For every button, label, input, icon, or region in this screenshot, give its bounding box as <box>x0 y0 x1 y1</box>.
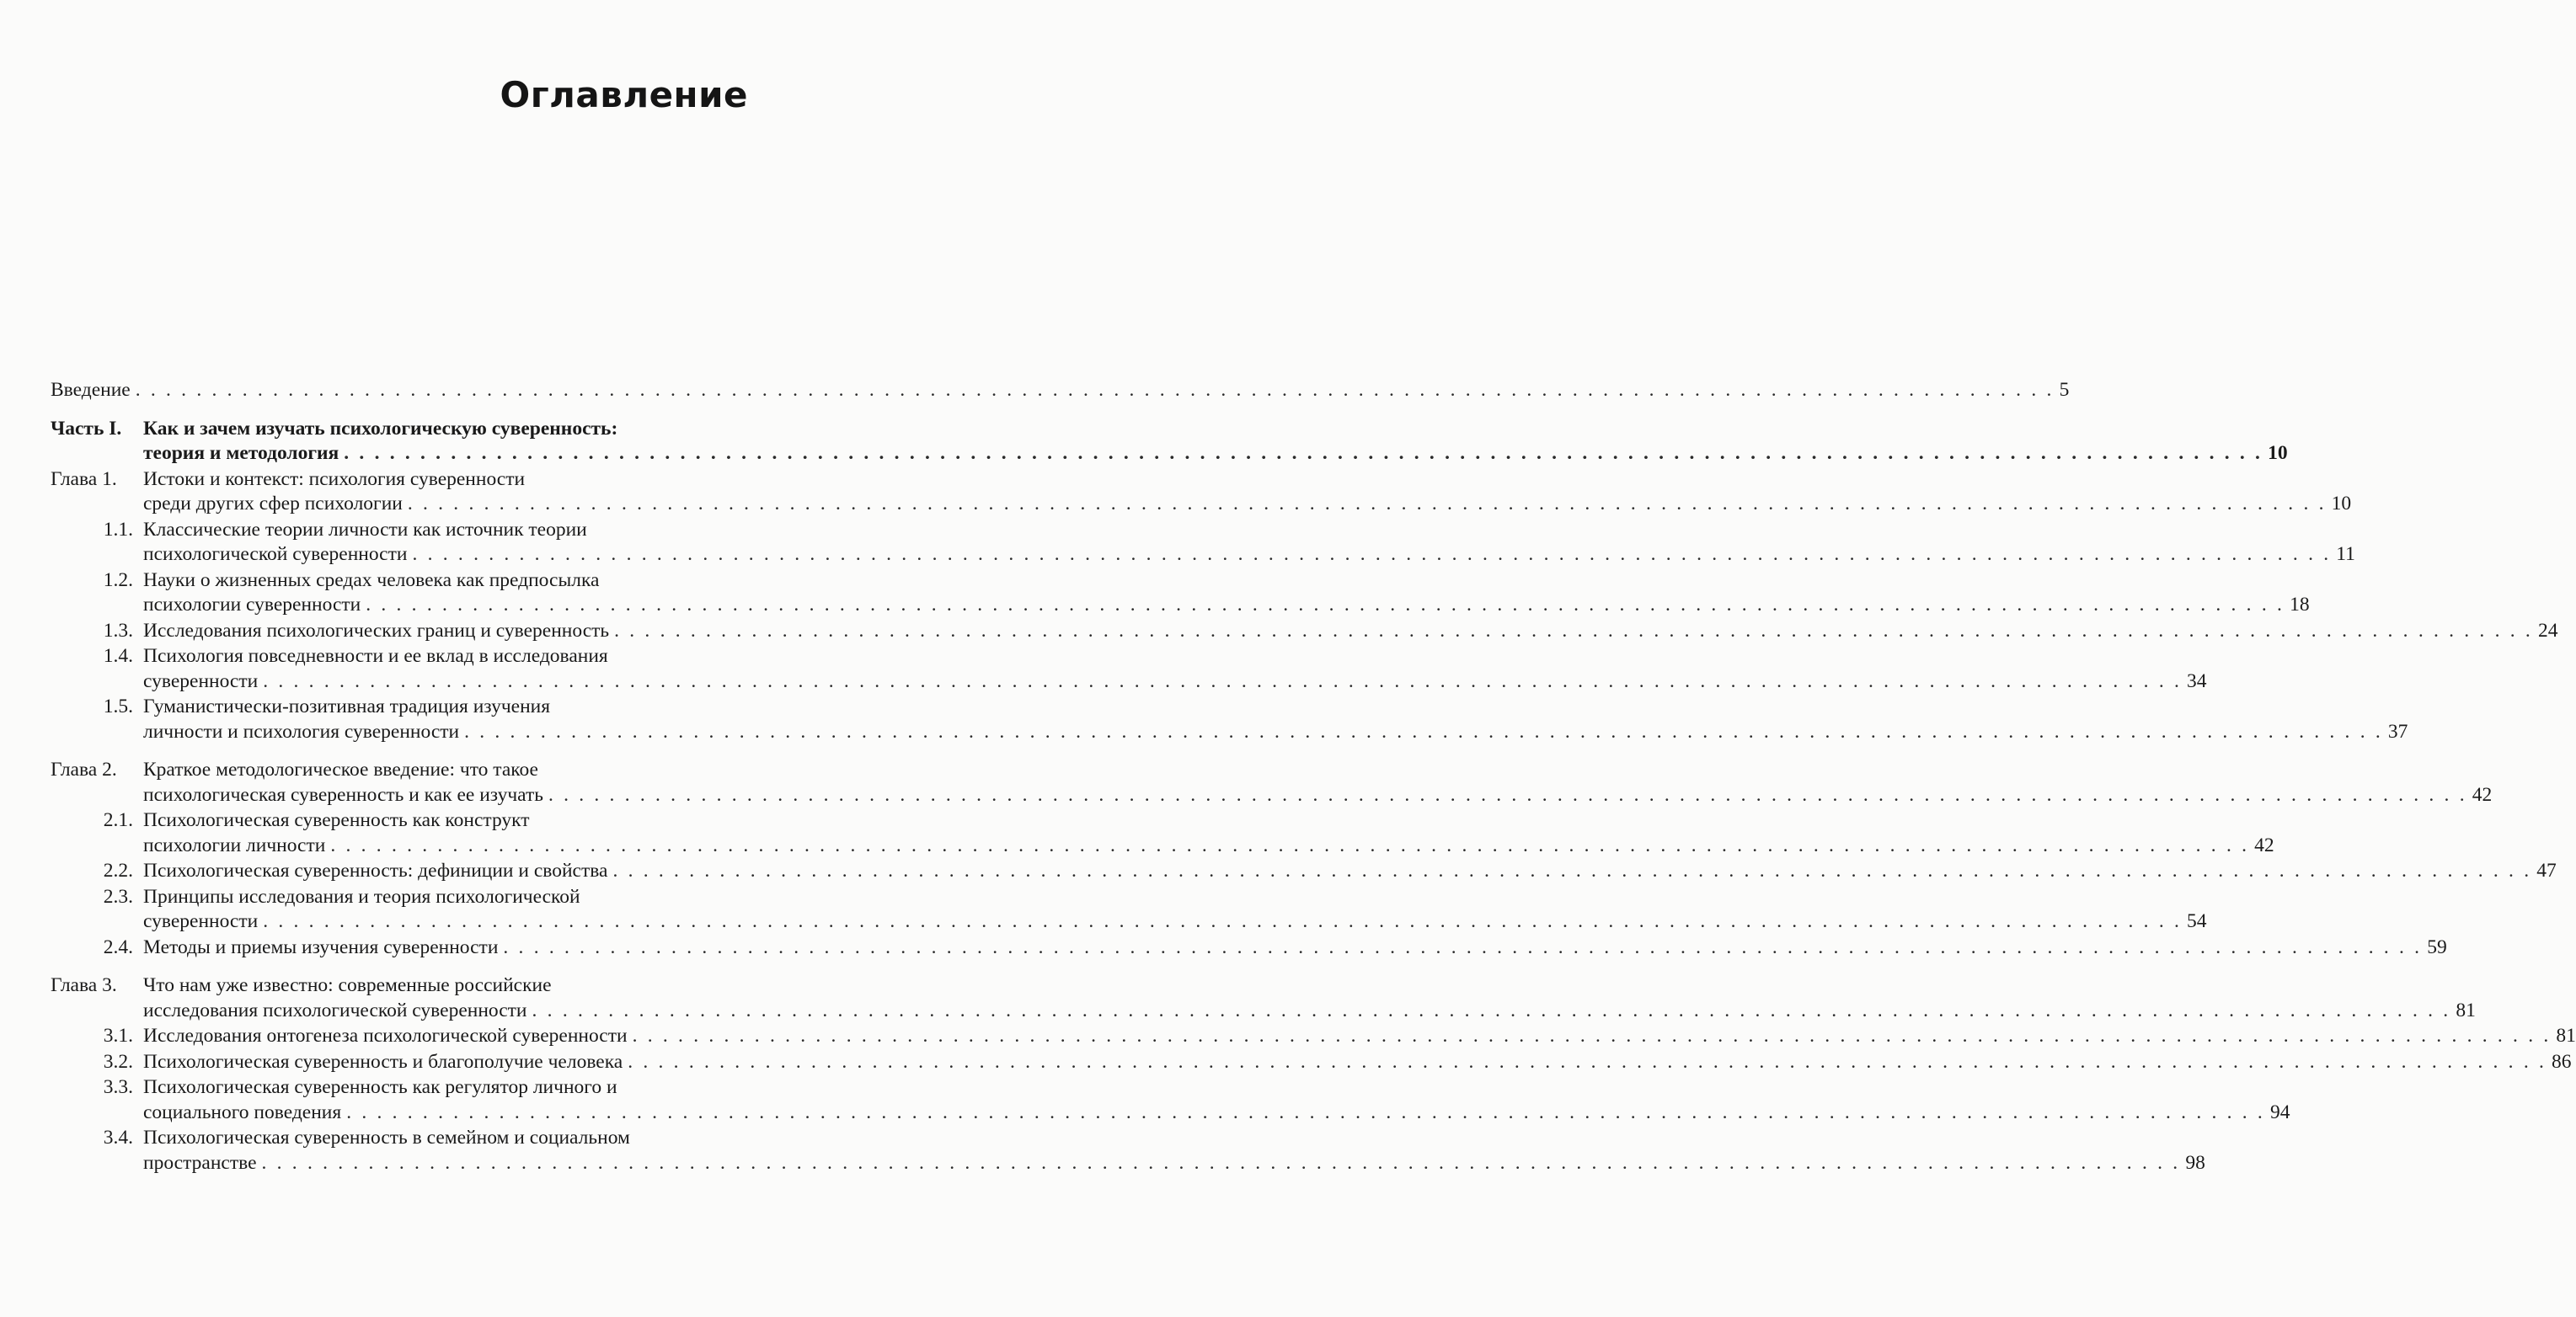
page-number: 24 <box>2537 619 2558 642</box>
entry-title-line: психологическая суверенность и как ее изучать <box>143 783 543 806</box>
toc-entry-intro[interactable] <box>51 378 2070 403</box>
dot-leader <box>263 909 2182 935</box>
dot-leader <box>263 669 2182 695</box>
entry-title-line: Психология повседневности и ее вклад в исследования <box>143 645 608 667</box>
toc-entry-section-2-3[interactable] <box>51 885 2207 935</box>
dot-leader <box>503 936 2422 961</box>
entry-title-line: Как и зачем изучать психологическую суверенность: <box>143 417 618 440</box>
page-number: 10 <box>2331 493 2352 515</box>
section-number: 3.1. <box>103 1025 133 1047</box>
toc-entry-chapter-3[interactable] <box>51 973 2476 1023</box>
page-number: 81 <box>2556 1025 2576 1047</box>
toc-entry-chapter-2[interactable] <box>51 758 2493 808</box>
entry-title-line: психологии личности <box>143 834 326 856</box>
entry-title-line: Классические теории личности как источник теории <box>143 518 587 541</box>
section-number: 2.3. <box>103 885 133 908</box>
toc-entry-section-3-3[interactable] <box>51 1075 2290 1125</box>
entry-title-line: Принципы исследования и теория психологической <box>143 885 580 908</box>
entry-title-line: Психологическая суверенность и благополучие человека <box>143 1050 623 1073</box>
toc-entry-section-3-4[interactable] <box>51 1126 2205 1176</box>
page-number: 37 <box>2387 720 2408 743</box>
page-number: 54 <box>2187 910 2207 932</box>
dot-leader <box>532 999 2451 1024</box>
dot-leader <box>628 1050 2547 1075</box>
part-label: Часть I. <box>51 417 122 440</box>
toc-entry-section-2-2[interactable] <box>51 859 2557 884</box>
dot-leader <box>412 542 2331 568</box>
dot-leader <box>408 492 2327 517</box>
chapter-label: Глава 3. <box>51 974 117 996</box>
page-title: Оглавление <box>500 74 748 115</box>
entry-title-line: Методы и приемы изучения суверенности <box>143 936 499 958</box>
section-number: 2.4. <box>103 936 133 958</box>
toc-entry-section-3-1[interactable] <box>51 1024 2576 1049</box>
page-number: 86 <box>2552 1050 2572 1073</box>
table-of-contents <box>51 378 2576 1176</box>
section-number: 3.3. <box>103 1076 133 1098</box>
entry-title-line: социального поведения <box>143 1101 342 1123</box>
toc-entry-section-1-4[interactable] <box>51 644 2207 694</box>
section-number: 1.5. <box>103 696 133 717</box>
chapter-label: Глава 1. <box>51 467 117 490</box>
page-number: 42 <box>2472 783 2493 806</box>
entry-title-line: Психологическая суверенность как регулятор личного и <box>143 1076 617 1098</box>
toc-entry-section-2-1[interactable] <box>51 808 2274 858</box>
dot-leader <box>366 593 2285 618</box>
dot-leader <box>548 783 2467 808</box>
toc-entry-section-1-2[interactable] <box>51 568 2310 618</box>
entry-title-line: Психологическая суверенность: дефиниции и свойства <box>143 860 608 882</box>
entry-title-line: Психологическая суверенность в семейном и социальном <box>143 1127 630 1149</box>
entry-title-line: суверенности <box>143 910 259 932</box>
section-number: 1.4. <box>103 645 133 667</box>
dot-leader <box>136 378 2055 403</box>
entry-title-line: Исследования онтогенеза психологической суверенности <box>143 1025 628 1047</box>
entry-title-line: среди других сфер психологии <box>143 493 403 515</box>
toc-entry-section-1-3[interactable] <box>51 619 2558 644</box>
section-number: 1.2. <box>103 568 133 591</box>
dot-leader <box>330 834 2249 859</box>
page-number: 98 <box>2185 1151 2205 1174</box>
dot-leader <box>633 1024 2552 1049</box>
toc-entry-chapter-1[interactable] <box>51 467 2352 517</box>
page-number: 11 <box>2336 543 2355 565</box>
section-number: 2.2. <box>103 860 133 882</box>
entry-title-line: Гуманистически-позитивная традиция изучения <box>143 696 551 717</box>
toc-entry-section-1-5[interactable] <box>51 695 2408 744</box>
entry-title-line: личности и психология суверенности <box>143 720 460 743</box>
toc-entry-section-1-1[interactable] <box>51 518 2355 568</box>
page-number: 5 <box>2059 379 2070 401</box>
section-number: 1.1. <box>103 518 133 541</box>
entry-title-line: исследования психологической суверенности <box>143 999 527 1021</box>
entry-title: Введение <box>51 379 131 401</box>
chapter-label: Глава 2. <box>51 759 117 781</box>
entry-title-line: пространстве <box>143 1151 257 1174</box>
page-number: 42 <box>2254 834 2274 856</box>
page-number: 59 <box>2427 936 2447 958</box>
page-number: 34 <box>2187 669 2207 692</box>
page-number: 18 <box>2290 594 2310 616</box>
dot-leader <box>262 1151 2181 1176</box>
page-number: 10 <box>2268 442 2288 464</box>
entry-title-line: суверенности <box>143 669 259 692</box>
toc-entry-section-3-2[interactable] <box>51 1050 2572 1075</box>
page-number: 94 <box>2270 1101 2290 1123</box>
entry-title-line: Науки о жизненных средах человека как предпосылка <box>143 568 600 591</box>
entry-title-line: Исследования психологических границ и суверенность <box>143 619 610 642</box>
section-number: 1.3. <box>103 619 133 642</box>
section-number: 3.4. <box>103 1127 133 1149</box>
page-number: 81 <box>2456 999 2476 1021</box>
toc-entry-part-1[interactable] <box>51 417 2288 467</box>
toc-entry-section-2-4[interactable] <box>51 936 2447 961</box>
entry-title-line: Истоки и контекст: психология суверенности <box>143 467 526 490</box>
entry-title-line: психологии суверенности <box>143 594 361 616</box>
entry-title-line: психологической суверенности <box>143 543 408 565</box>
dot-leader <box>464 720 2383 745</box>
entry-title-line: Краткое методологическое введение: что такое <box>143 759 538 781</box>
dot-leader <box>614 619 2533 644</box>
dot-leader <box>346 1101 2265 1126</box>
entry-title-line: теория и методология <box>143 442 339 464</box>
entry-title-line: Что нам уже известно: современные российские <box>143 974 552 996</box>
page-number: 47 <box>2536 860 2557 882</box>
section-number: 2.1. <box>103 809 133 831</box>
section-number: 3.2. <box>103 1050 133 1073</box>
dot-leader <box>612 859 2531 884</box>
dot-leader <box>344 441 2263 467</box>
entry-title-line: Психологическая суверенность как конструкт <box>143 809 530 831</box>
